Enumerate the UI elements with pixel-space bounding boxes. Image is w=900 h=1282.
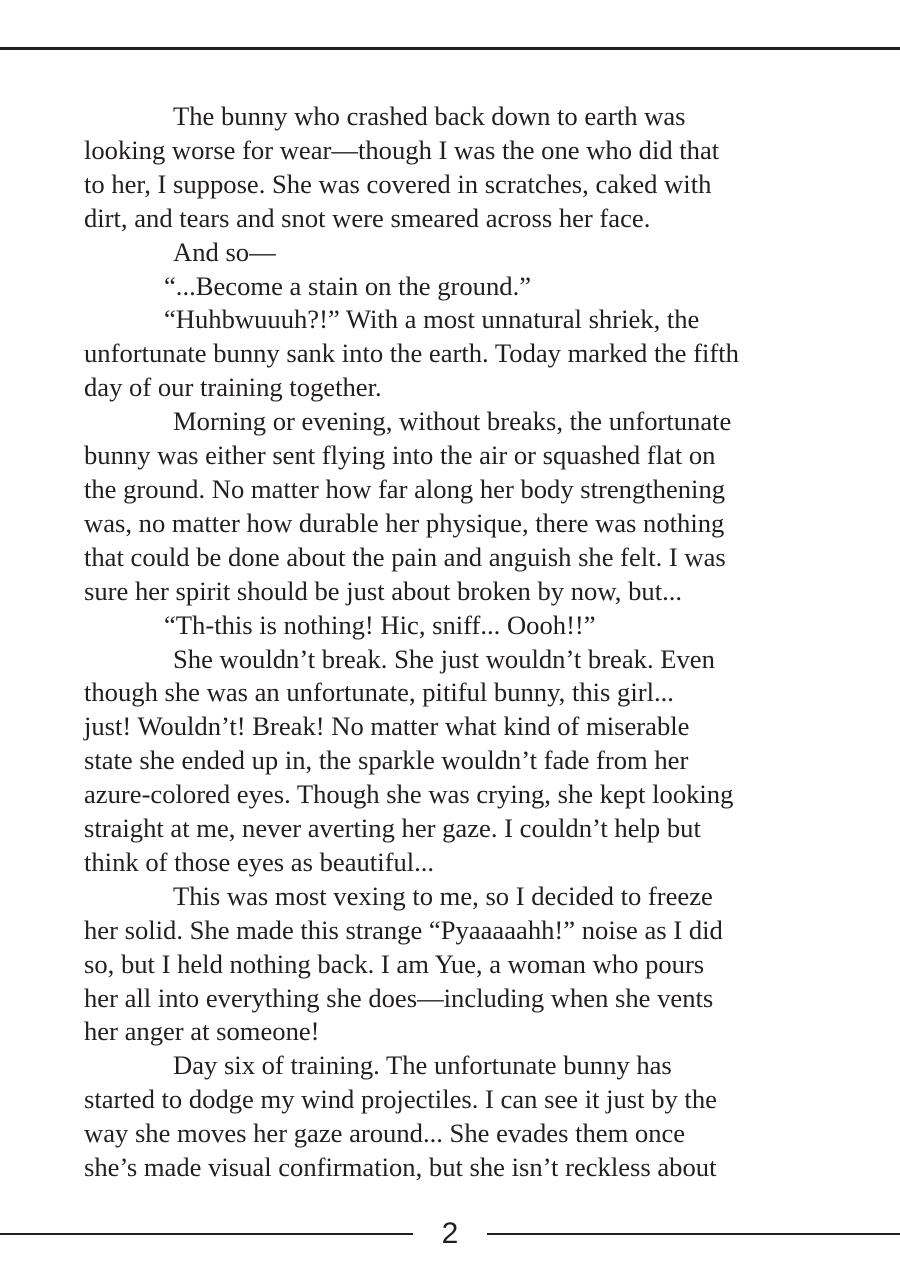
text-line: her anger at someone! <box>84 1016 320 1047</box>
text-line: she’s made visual confirmation, but she isn’t reckless about <box>84 1152 717 1183</box>
text-line: She wouldn’t break. She just wouldn’t break. Even <box>173 643 715 674</box>
text-line: day of our training together. <box>84 372 382 403</box>
footer-divider-right <box>487 1233 900 1235</box>
text-line: “...Become a stain on the ground.” <box>164 270 532 301</box>
text-line: that could be done about the pain and anguish she felt. I was <box>84 541 726 572</box>
top-divider <box>0 47 900 50</box>
footer-divider-left <box>0 1233 413 1235</box>
text-line: bunny was either sent flying into the air or squashed flat on <box>84 440 716 471</box>
text-line: dirt, and tears and snot were smeared across her face. <box>84 202 651 233</box>
text-line: her all into everything she does—including when she vents <box>84 982 714 1013</box>
text-line: “Huhbwuuuh?!” With a most unnatural shriek, the <box>164 304 700 335</box>
text-line: The bunny who crashed back down to earth was <box>173 101 686 131</box>
text-line: And so— <box>173 236 276 267</box>
text-line: think of those eyes as beautiful... <box>84 846 435 877</box>
text-line: looking worse for wear—though I was the one who did that <box>84 134 720 165</box>
page-number: 2 <box>441 1217 459 1250</box>
text-line: This was most vexing to me, so I decided to freeze <box>173 880 713 911</box>
text-line: Day six of training. The unfortunate bunny has <box>173 1050 672 1081</box>
text-line: started to dodge my wind projectiles. I can see it just by the <box>84 1084 717 1115</box>
text-line: straight at me, never averting her gaze. I couldn’t help but <box>84 813 701 844</box>
text-line: sure her spirit should be just about broken by now, but... <box>84 575 683 606</box>
text-line: azure-colored eyes. Though she was crying, she kept looking <box>84 779 734 810</box>
text-line: Morning or evening, without breaks, the unfortunate <box>173 406 732 437</box>
text-line: “Th-this is nothing! Hic, sniff... Oooh!!” <box>164 609 596 640</box>
text-line: unfortunate bunny sank into the earth. Today marked the fifth <box>84 338 739 369</box>
text-line: the ground. No matter how far along her body strengthening <box>84 473 726 504</box>
text-line: way she moves her gaze around... She evades them once <box>84 1118 686 1149</box>
text-line: to her, I suppose. She was covered in scratches, caked with <box>84 168 712 199</box>
text-line: so, but I held nothing back. I am Yue, a woman who pours <box>84 948 705 979</box>
text-line: her solid. She made this strange “Pyaaaaahh!” noise as I did <box>84 914 723 945</box>
body-text <box>84 100 804 1185</box>
text-line: was, no matter how durable her physique, there was nothing <box>84 507 725 538</box>
text-line: just! Wouldn’t! Break! No matter what kind of miserable <box>84 711 690 742</box>
text-line: state she ended up in, the sparkle wouldn’t fade from her <box>84 745 689 776</box>
text-line: though she was an unfortunate, pitiful bunny, this girl... <box>84 677 674 708</box>
